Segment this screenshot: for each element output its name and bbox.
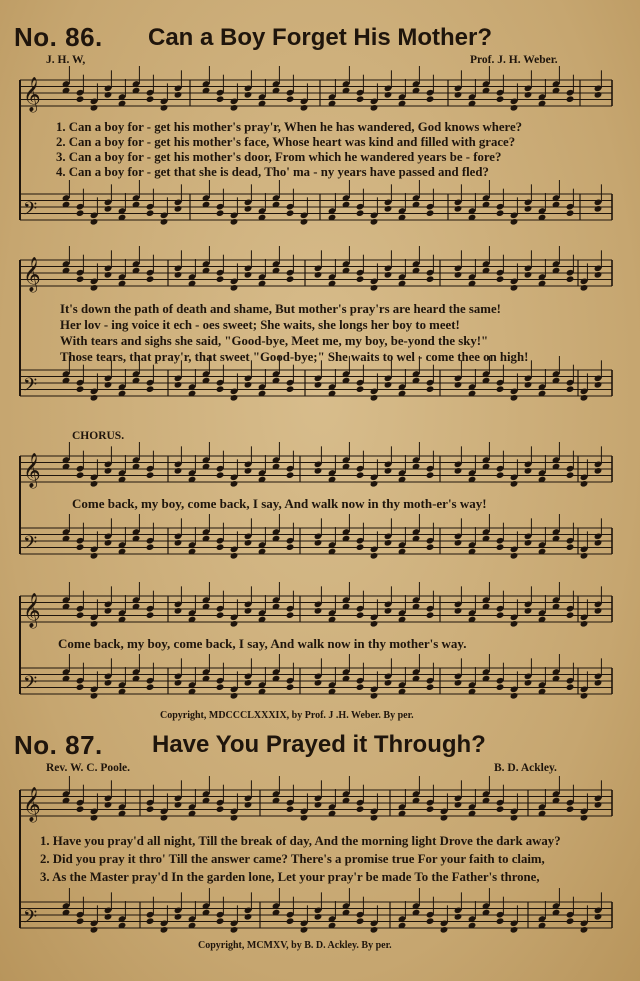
system-3-bass-note-head xyxy=(286,543,295,551)
hymn-86-verse-3a: 3. Can a boy for - get his mother's door, From which he wandered years be - fore? xyxy=(56,150,502,164)
hymn-86-words-credit: J. H. W, xyxy=(46,54,86,66)
system-5-bass-note-head xyxy=(356,917,365,925)
system-2-treble-note-head xyxy=(454,271,463,279)
system-5-bass-note-head xyxy=(90,926,99,934)
system-1-treble-note-head xyxy=(510,104,519,112)
system-3-treble-note-head xyxy=(524,467,533,475)
system-5-bass-note-head xyxy=(566,917,575,925)
system-4-treble-note-head xyxy=(146,611,155,619)
system-5-bass-note-head xyxy=(244,913,253,921)
system-3-treble-note-head xyxy=(566,471,575,479)
system-5-bass-note-head xyxy=(370,926,379,934)
system-4-bass-note-head xyxy=(90,692,99,700)
system-5-bass-note-head xyxy=(174,913,183,921)
system-2-bass-note-head xyxy=(174,381,183,389)
treble-clef-icon: 𝄞 xyxy=(23,593,41,628)
system-1-bass-note-head xyxy=(216,209,225,217)
system-4-bass-note-head xyxy=(314,679,323,687)
system-1-treble-note-head xyxy=(286,95,295,103)
system-4-treble-note-head xyxy=(370,620,379,628)
system-3-treble-note-head xyxy=(510,480,519,488)
system-2-bass-note-head xyxy=(90,394,99,402)
hymn-87-copyright: Copyright, MCMXV, by B. D. Ackley. By per. xyxy=(198,940,392,951)
system-4-treble-note-head xyxy=(286,611,295,619)
bass-clef-icon: 𝄢 xyxy=(23,907,38,932)
treble-clef-icon: 𝄞 xyxy=(23,787,41,822)
system-2-treble-note-head xyxy=(244,271,253,279)
system-3-treble-note-head xyxy=(90,480,99,488)
system-3-bass-note-head xyxy=(230,552,239,560)
hymn-86-copyright: Copyright, MDCCCLXXXIX, by Prof. J .H. Weber. By per. xyxy=(160,710,414,721)
system-2-bass-note-head xyxy=(524,381,533,389)
system-2-bass-note-head xyxy=(384,381,393,389)
system-4-bass-note-head xyxy=(104,679,113,687)
system-5-treble-note-head xyxy=(440,814,449,822)
system-2-bass-note-head xyxy=(594,381,603,389)
hymn-86-verse-3b: With tears and sighs she said, "Good-bye, Meet me, my boy, be-yond the sky!" xyxy=(60,334,489,348)
system-1-bass-note-head xyxy=(524,205,533,213)
system-2-treble-note-head xyxy=(174,271,183,279)
system-4-bass-note-head xyxy=(496,683,505,691)
system-4-bass-note-head xyxy=(426,683,435,691)
system-1-bass-note-head xyxy=(300,218,309,226)
system-2-bass-note-head xyxy=(370,394,379,402)
system-5-treble-note-head xyxy=(104,801,113,809)
system-2-treble-note-head xyxy=(496,275,505,283)
system-1-bass-note-head xyxy=(76,209,85,217)
system-5-treble-note-head xyxy=(244,801,253,809)
chorus-label: CHORUS. xyxy=(72,430,125,442)
system-5-treble-note-head xyxy=(426,805,435,813)
system-5-treble-note-head xyxy=(146,805,155,813)
system-1-bass-note-head xyxy=(90,218,99,226)
hymn-87-verse-2: 2. Did you pray it thro' Till the answer came? There's a promise true For your faith to claim, xyxy=(40,852,545,866)
system-5-bass-note-head xyxy=(314,913,323,921)
system-4-bass-note-head xyxy=(384,679,393,687)
system-1-treble-note-head xyxy=(160,104,169,112)
system-2-bass-note-head xyxy=(216,385,225,393)
system-4-treble-note-head xyxy=(314,607,323,615)
system-2-treble-note-head xyxy=(216,275,225,283)
system-4-bass-note-head xyxy=(356,683,365,691)
system-1-bass-note-head xyxy=(174,205,183,213)
system-4-treble-note-head xyxy=(76,611,85,619)
system-3-bass-note-head xyxy=(580,552,589,560)
system-2-bass-note-head xyxy=(580,394,589,402)
system-1-bass-note-head xyxy=(356,209,365,217)
system-4-treble-note-head xyxy=(90,620,99,628)
system-2-treble-note-head xyxy=(594,271,603,279)
system-2-treble-note-head xyxy=(384,271,393,279)
system-5-bass-note-head xyxy=(594,913,603,921)
system-5-treble-note-head xyxy=(286,805,295,813)
system-4-bass-note-head xyxy=(454,679,463,687)
system-2-bass-note-head xyxy=(104,381,113,389)
system-2-bass-note-head xyxy=(314,381,323,389)
system-2-treble-note-head xyxy=(146,275,155,283)
treble-clef-icon: 𝄞 xyxy=(23,257,41,292)
system-1-bass-note-head xyxy=(104,205,113,213)
treble-clef-icon: 𝄞 xyxy=(23,453,41,488)
system-2-treble-note-head xyxy=(230,284,239,292)
system-4-bass-note-head xyxy=(146,683,155,691)
system-1-treble-note-head xyxy=(454,91,463,99)
system-4-bass-note-head xyxy=(594,679,603,687)
system-1-treble-note-head xyxy=(426,95,435,103)
system-5-bass-note-head xyxy=(510,926,519,934)
hymn-87-title: Have You Prayed it Through? xyxy=(152,731,486,758)
system-5-bass-note-head xyxy=(496,917,505,925)
system-5-bass-note-head xyxy=(440,926,449,934)
system-1-bass-note-head xyxy=(160,218,169,226)
system-4-bass-note-head xyxy=(580,692,589,700)
system-3-treble-note-head xyxy=(104,467,113,475)
hymn-87-words-credit: Rev. W. C. Poole. xyxy=(46,762,131,774)
system-1-treble-note-head xyxy=(496,95,505,103)
system-5-treble-note-head xyxy=(76,805,85,813)
system-4-treble-note-head xyxy=(454,607,463,615)
system-3-treble-note-head xyxy=(580,480,589,488)
system-4-treble-note-head xyxy=(356,611,365,619)
system-3-bass-note-head xyxy=(314,539,323,547)
system-4-treble-note-head xyxy=(524,607,533,615)
system-1-bass-note-head xyxy=(370,218,379,226)
system-2-treble-note-head xyxy=(286,275,295,283)
system-3-bass-note-head xyxy=(370,552,379,560)
hymn-87-verse-3: 3. As the Master pray'd In the garden lone, Let your pray'r be made To the Father's throne, xyxy=(40,870,540,884)
hymn-87-number: No. 87. xyxy=(14,730,103,760)
system-3-bass-note-head xyxy=(594,539,603,547)
system-1-bass-note-head xyxy=(454,205,463,213)
system-4-treble-note-head xyxy=(566,611,575,619)
system-4-bass-note-head xyxy=(244,679,253,687)
system-2-bass-note-head xyxy=(426,385,435,393)
system-1-treble-note-head xyxy=(104,91,113,99)
system-5-bass-note-head xyxy=(580,926,589,934)
bass-clef-icon: 𝄢 xyxy=(23,533,38,558)
system-1-treble-note-head xyxy=(90,104,99,112)
system-1-bass-note-head xyxy=(496,209,505,217)
system-2-bass-note-head xyxy=(566,385,575,393)
bass-clef-icon: 𝄢 xyxy=(23,199,38,224)
system-3-treble-note-head xyxy=(216,471,225,479)
system-5-bass-note-head xyxy=(104,913,113,921)
chorus-line-2: Come back, my boy, come back, I say, And walk now in thy mother's way. xyxy=(58,636,467,651)
system-1-treble-note-head xyxy=(300,104,309,112)
system-2-bass-note-head xyxy=(356,385,365,393)
system-2-bass-note-head xyxy=(76,385,85,393)
system-3-bass-note-head xyxy=(76,543,85,551)
system-1-bass-note-head xyxy=(384,205,393,213)
system-4-treble-note-head xyxy=(244,607,253,615)
system-3-bass-note-head xyxy=(510,552,519,560)
system-3-bass-note-head xyxy=(566,543,575,551)
system-1-treble-note-head xyxy=(370,104,379,112)
system-2-treble-note-head xyxy=(510,284,519,292)
hymn-86-title: Can a Boy Forget His Mother? xyxy=(148,24,493,51)
system-5-treble-note-head xyxy=(454,801,463,809)
system-3-treble-note-head xyxy=(370,480,379,488)
system-2-bass-note-head xyxy=(496,385,505,393)
hymn-86-verse-4a: 4. Can a boy for - get that she is dead, Tho' ma - ny years have passed and fled? xyxy=(56,165,489,179)
system-1-treble-note-head xyxy=(244,91,253,99)
system-5-treble-note-head xyxy=(160,814,169,822)
system-3-treble-note-head xyxy=(594,467,603,475)
system-5-treble-note-head xyxy=(566,805,575,813)
system-3-bass-note-head xyxy=(216,543,225,551)
system-5-treble-note-head xyxy=(510,814,519,822)
hymn-86-verse-2a: 2. Can a boy for - get his mother's face, Whose heart was kind and filled with grace? xyxy=(56,135,516,149)
system-2-treble-note-head xyxy=(76,275,85,283)
system-3-treble-note-head xyxy=(314,467,323,475)
system-1-bass-note-head xyxy=(426,209,435,217)
system-5-bass-note-head xyxy=(216,917,225,925)
system-5-bass-note-head xyxy=(76,917,85,925)
system-5-treble-note-head xyxy=(174,801,183,809)
hymn-86-verse-2b: Her lov - ing voice it ech - oes sweet; She waits, she longs her boy to meet! xyxy=(60,318,460,332)
system-5-treble-note-head xyxy=(230,814,239,822)
system-5-bass-note-head xyxy=(300,926,309,934)
system-1-bass-note-head xyxy=(510,218,519,226)
hymn-86-number: No. 86. xyxy=(14,22,103,52)
system-3-bass-note-head xyxy=(146,543,155,551)
system-3-treble-note-head xyxy=(230,480,239,488)
system-5-bass-note-head xyxy=(286,917,295,925)
treble-clef-icon: 𝄞 xyxy=(23,77,41,112)
system-3-treble-note-head xyxy=(286,471,295,479)
hymn-86-verse-4b: Those tears, that pray'r, that sweet "Good-bye;" She waits to wel - come thee on high! xyxy=(60,350,529,364)
system-5-treble-note-head xyxy=(356,805,365,813)
system-1-treble-note-head xyxy=(76,95,85,103)
system-1-treble-note-head xyxy=(356,95,365,103)
system-1-treble-note-head xyxy=(594,91,603,99)
system-4-bass-note-head xyxy=(174,679,183,687)
system-5-bass-note-head xyxy=(426,917,435,925)
system-2-bass-note-head xyxy=(244,381,253,389)
system-4-bass-note-head xyxy=(524,679,533,687)
bass-clef-icon: 𝄢 xyxy=(23,375,38,400)
system-4-bass-note-head xyxy=(230,692,239,700)
system-1-bass-note-head xyxy=(146,209,155,217)
system-2-treble-note-head xyxy=(314,271,323,279)
system-3-treble-note-head xyxy=(76,471,85,479)
system-1-treble-note-head xyxy=(524,91,533,99)
system-3-treble-note-head xyxy=(244,467,253,475)
system-2-treble-note-head xyxy=(104,271,113,279)
system-3-treble-note-head xyxy=(174,467,183,475)
system-1-bass-note-head xyxy=(230,218,239,226)
system-3-treble-note-head xyxy=(454,467,463,475)
system-3-bass-note-head xyxy=(496,543,505,551)
system-4-bass-note-head xyxy=(216,683,225,691)
system-3-bass-note-head xyxy=(426,543,435,551)
system-2-treble-note-head xyxy=(426,275,435,283)
system-5-treble-note-head xyxy=(496,805,505,813)
system-3-treble-note-head xyxy=(496,471,505,479)
hymn-86-verse-1b: It's down the path of death and shame, But mother's pray'rs are heard the same! xyxy=(60,302,501,316)
system-4-bass-note-head xyxy=(510,692,519,700)
chorus-line-1: Come back, my boy, come back, I say, And walk now in thy moth-er's way! xyxy=(72,496,487,511)
system-5-bass-note-head xyxy=(160,926,169,934)
hymn-87-verse-1: 1. Have you pray'd all night, Till the break of day, And the morning light Drove the dark away? xyxy=(40,834,561,848)
system-2-bass-note-head xyxy=(286,385,295,393)
system-4-bass-note-head xyxy=(76,683,85,691)
system-5-treble-note-head xyxy=(300,814,309,822)
system-2-treble-note-head xyxy=(90,284,99,292)
system-5-treble-note-head xyxy=(594,801,603,809)
bass-clef-icon: 𝄢 xyxy=(23,673,38,698)
system-3-treble-note-head xyxy=(146,471,155,479)
system-4-treble-note-head xyxy=(230,620,239,628)
system-3-bass-note-head xyxy=(356,543,365,551)
system-4-treble-note-head xyxy=(594,607,603,615)
system-2-treble-note-head xyxy=(356,275,365,283)
system-5-bass-note-head xyxy=(230,926,239,934)
system-3-treble-note-head xyxy=(356,471,365,479)
system-2-treble-note-head xyxy=(370,284,379,292)
system-4-treble-note-head xyxy=(384,607,393,615)
system-4-treble-note-head xyxy=(426,611,435,619)
system-3-bass-note-head xyxy=(524,539,533,547)
system-1-treble-note-head xyxy=(230,104,239,112)
system-4-bass-note-head xyxy=(566,683,575,691)
system-3-bass-note-head xyxy=(174,539,183,547)
system-3-bass-note-head xyxy=(244,539,253,547)
system-1-bass-note-head xyxy=(286,209,295,217)
system-5-treble-note-head xyxy=(370,814,379,822)
system-4-treble-note-head xyxy=(496,611,505,619)
hymn-87-music-credit: B. D. Ackley. xyxy=(494,762,557,774)
system-4-bass-note-head xyxy=(370,692,379,700)
system-1-bass-note-head xyxy=(244,205,253,213)
system-1-treble-note-head xyxy=(216,95,225,103)
system-3-treble-note-head xyxy=(384,467,393,475)
hymn-86-music-credit: Prof. J. H. Weber. xyxy=(470,54,558,66)
system-5-bass-note-head xyxy=(454,913,463,921)
system-4-treble-note-head xyxy=(174,607,183,615)
system-2-treble-note-head xyxy=(524,271,533,279)
system-1-bass-note-head xyxy=(594,205,603,213)
system-1-treble-note-head xyxy=(146,95,155,103)
system-2-bass-note-head xyxy=(454,381,463,389)
system-5-treble-note-head xyxy=(314,801,323,809)
system-5-bass-note-head xyxy=(146,917,155,925)
system-5-treble-note-head xyxy=(216,805,225,813)
system-5-treble-note-head xyxy=(580,814,589,822)
system-4-treble-note-head xyxy=(580,620,589,628)
system-2-bass-note-head xyxy=(510,394,519,402)
system-4-bass-note-head xyxy=(286,683,295,691)
system-2-treble-note-head xyxy=(566,275,575,283)
system-2-bass-note-head xyxy=(230,394,239,402)
system-1-treble-note-head xyxy=(566,95,575,103)
system-4-treble-note-head xyxy=(510,620,519,628)
system-5-treble-note-head xyxy=(90,814,99,822)
hymn-86-verse-1a: 1. Can a boy for - get his mother's pray'r, When he has wandered, God knows where? xyxy=(56,120,523,134)
system-2-treble-note-head xyxy=(580,284,589,292)
system-3-bass-note-head xyxy=(104,539,113,547)
system-4-treble-note-head xyxy=(216,611,225,619)
system-1-treble-note-head xyxy=(174,91,183,99)
system-2-bass-note-head xyxy=(146,385,155,393)
system-3-bass-note-head xyxy=(384,539,393,547)
system-1-treble-note-head xyxy=(384,91,393,99)
system-3-bass-note-head xyxy=(454,539,463,547)
system-3-treble-note-head xyxy=(426,471,435,479)
system-4-treble-note-head xyxy=(104,607,113,615)
system-3-bass-note-head xyxy=(90,552,99,560)
system-1-bass-note-head xyxy=(566,209,575,217)
